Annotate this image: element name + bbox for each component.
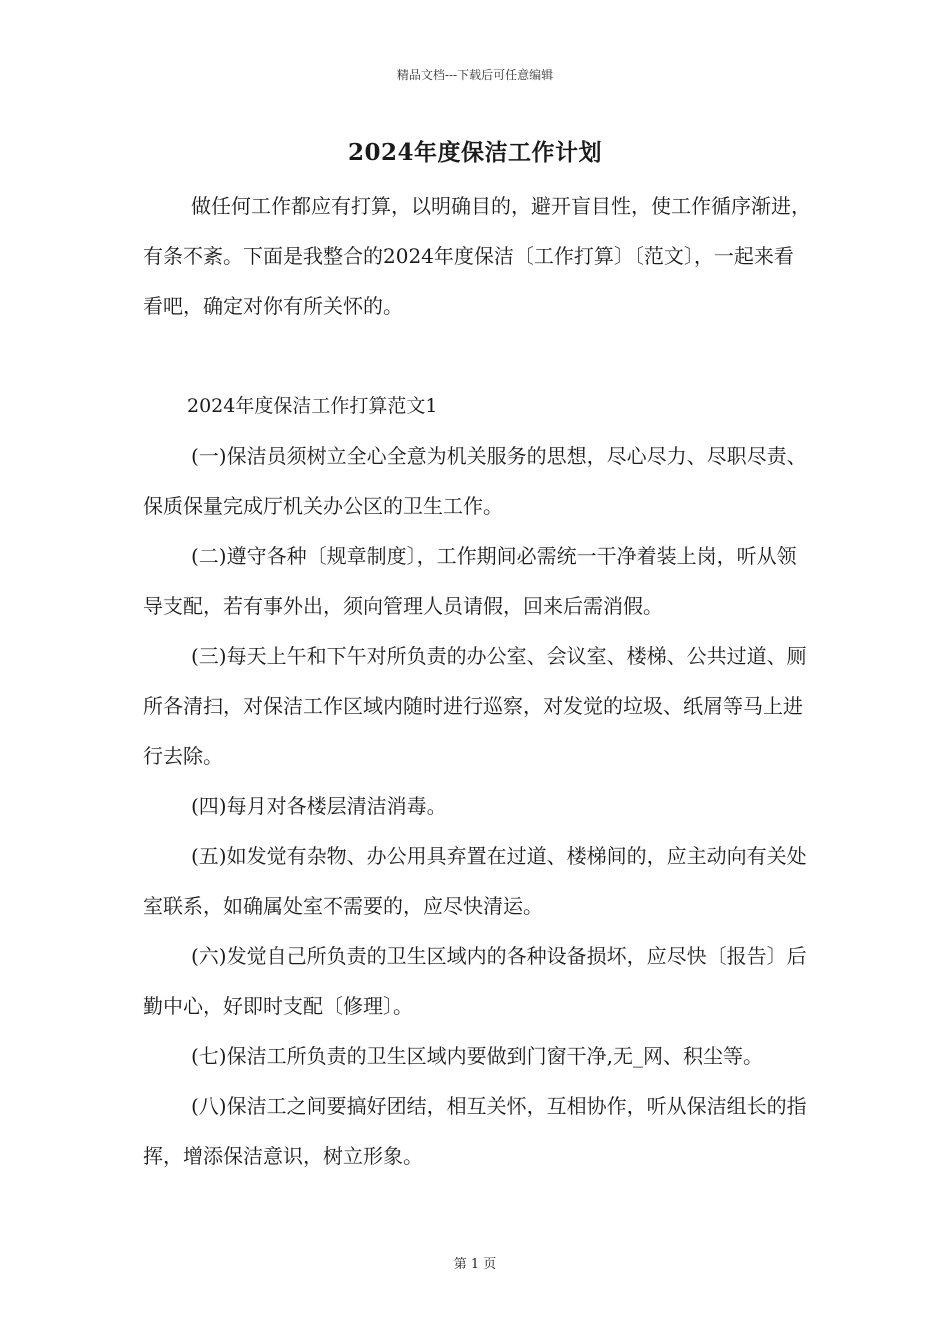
section-heading: 2024年度保洁工作打算范文1 <box>187 395 438 417</box>
intro-paragraph: 做任何工作都应有打算，以明确目的，避开盲目性，使工作循序渐进，有条不紊。下面是我整合的2024年度保洁〔工作打算〕〔范文〕，一起来看看吧，确定对你有所关怀的。 <box>143 194 811 318</box>
list-item: (二)遵守各种〔规章制度〕，工作期间必需统一干净着装上岗，听从领导支配，若有事外出，须向管理人员请假，回来后需消假。 <box>143 544 797 618</box>
list-item: (六)发觉自己所负责的卫生区域内的各种设备损坏，应尽快〔报告〕后勤中心，好即时支配〔修理〕。 <box>143 944 807 1018</box>
document-title: 2024年度保洁工作计划 <box>347 139 602 166</box>
header-note: 精品文档---下载后可任意编辑 <box>396 68 554 82</box>
document-body <box>143 181 813 1181</box>
list-item: (七)保洁工所负责的卫生区域内要做到门窗干净,无_网、积尘等。 <box>191 1044 763 1068</box>
list-item: (三)每天上午和下午对所负责的办公室、会议室、楼梯、公共过道、厕所各清扫，对保洁工作区域内随时进行巡察，对发觉的垃圾、纸屑等马上进行去除。 <box>143 644 807 768</box>
page-number: 第 1 页 <box>453 1257 497 1272</box>
list-item: (五)如发觉有杂物、办公用具弃置在过道、楼梯间的，应主动向有关处室联系，如确属处室不需要的，应尽快清运。 <box>143 844 807 918</box>
list-item: (八)保洁工之间要搞好团结，相互关怀，互相协作，听从保洁组长的指挥，增添保洁意识，树立形象。 <box>143 1094 807 1168</box>
list-item: (四)每月对各楼层清洁消毒。 <box>191 794 447 818</box>
list-item: (一)保洁员须树立全心全意为机关服务的思想，尽心尽力、尽职尽责、保质保量完成厅机关办公区的卫生工作。 <box>143 444 807 518</box>
